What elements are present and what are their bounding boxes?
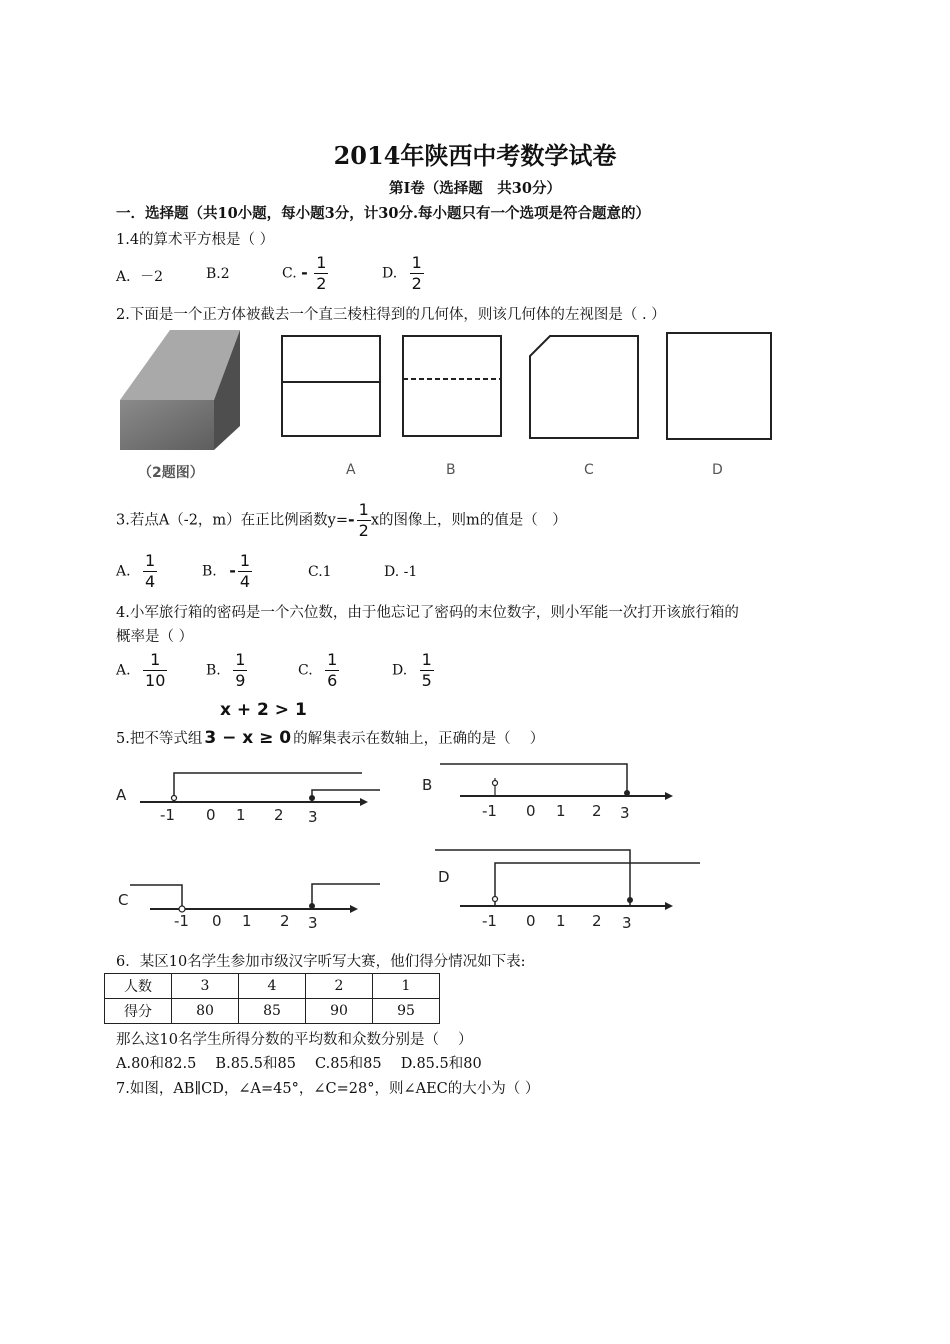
- q6-stem: 6．某区10名学生参加市级汉字听写大赛，他们得分情况如下表:: [116, 954, 526, 970]
- svg-text:3: 3: [308, 808, 318, 826]
- q6-question: 那么这10名学生所得分数的平均数和众数分别是（ ）: [116, 1032, 473, 1048]
- svg-text:1: 1: [556, 802, 566, 820]
- svg-text:-1: -1: [160, 806, 175, 824]
- svg-text:0: 0: [526, 912, 536, 930]
- svg-text:0: 0: [212, 912, 222, 930]
- table-cell: 2: [306, 974, 373, 999]
- q3-stem: [116, 500, 567, 541]
- fraction: $\frac{1}{5}$: [421, 650, 432, 690]
- score-table: [104, 973, 440, 1024]
- q2-label-a: A: [346, 462, 356, 478]
- q3-option-a: A. $\frac{1}{4}$: [116, 551, 156, 591]
- q2-figure-caption: （2题图）: [138, 465, 204, 481]
- minus-sign: -: [348, 509, 355, 529]
- svg-text:0: 0: [206, 806, 216, 824]
- view-d: [667, 333, 771, 439]
- fraction: $\frac{1}{10}$: [145, 650, 166, 690]
- option-label-a: A: [116, 786, 127, 804]
- q3-option-d: D. -1: [384, 564, 418, 580]
- table-row: [105, 974, 440, 999]
- table-cell: 90: [306, 999, 373, 1024]
- svg-text:3: 3: [620, 804, 630, 822]
- svg-text:-1: -1: [174, 912, 189, 930]
- table-cell: 4: [239, 974, 306, 999]
- q3-text-before: 3.若点A（-2，m）在正比例函数y=: [116, 512, 349, 529]
- q6-options: A.80和82.5 B.85.5和85 C.85和85 D.85.5和80: [116, 1056, 482, 1072]
- fraction: $\frac{1}{4}$: [239, 551, 251, 591]
- svg-text:3: 3: [622, 914, 632, 932]
- svg-text:2: 2: [592, 912, 602, 930]
- option-label: D.: [382, 265, 398, 282]
- option-label-c: C: [118, 891, 129, 909]
- q4-option-c: C. $\frac{1}{6}$: [298, 650, 338, 690]
- q3-option-c: C.1: [308, 564, 332, 580]
- fraction: $\frac{1}{9}$: [235, 650, 246, 690]
- svg-text:1: 1: [242, 912, 252, 930]
- svg-text:2: 2: [280, 912, 290, 930]
- q4-stem-line1: 4.小军旅行箱的密码是一个六位数，由于他忘记了密码的末位数字，则小军能一次打开该旅行箱的: [116, 605, 739, 621]
- svg-text:-1: -1: [482, 802, 497, 820]
- svg-text:1: 1: [236, 806, 246, 824]
- q1-stem: 1.4的算术平方根是（ ）: [116, 232, 275, 248]
- number-line-a: [116, 773, 380, 826]
- q1-option-c: [282, 253, 328, 294]
- svg-text:-1: -1: [482, 912, 497, 930]
- fraction: $\frac{1}{4}$: [145, 551, 156, 591]
- q1-option-d: [382, 253, 424, 294]
- table-cell: 人数: [105, 974, 172, 999]
- option-label: C.: [282, 265, 297, 282]
- q1-option-b: B.2: [206, 266, 230, 282]
- q3-text-after: x的图像上，则m的值是（ ）: [370, 512, 567, 529]
- number-line-b: [422, 764, 673, 822]
- q5-inequality-2: 3 − x ≥ 0: [204, 728, 292, 748]
- fraction: $\frac{1}{2}$: [411, 253, 422, 293]
- fraction: $\frac{1}{2}$: [316, 253, 327, 293]
- option-label-b: B: [422, 776, 433, 794]
- table-cell: 得分: [105, 999, 172, 1024]
- q5-prefix: 5.把不等式组: [116, 731, 203, 747]
- table-row: [105, 999, 440, 1024]
- q5-inequality-1: x + 2 > 1: [220, 700, 307, 720]
- q4-option-a: A. $\frac{1}{10}$: [116, 650, 166, 690]
- table-cell: 95: [373, 999, 440, 1024]
- fraction: $\frac{1}{6}$: [327, 650, 338, 690]
- fraction: $\frac{1}{2}$: [358, 500, 369, 540]
- q1-option-a: A．－2: [116, 269, 164, 285]
- svg-text:3: 3: [308, 914, 318, 932]
- minus-sign: -: [301, 262, 308, 282]
- view-c: [530, 336, 638, 438]
- svg-text:2: 2: [274, 806, 284, 824]
- number-line-c: [118, 884, 380, 932]
- view-b: [403, 336, 501, 436]
- part-heading: 第Ⅰ卷（选择题 共30分）: [389, 180, 561, 197]
- table-cell: 1: [373, 974, 440, 999]
- q5-stem: [116, 727, 544, 748]
- svg-text:1: 1: [556, 912, 566, 930]
- solid-figure: [120, 330, 240, 450]
- q4-option-b: B. $\frac{1}{9}$: [206, 650, 246, 690]
- q2-label-c: C: [584, 462, 594, 478]
- table-cell: 3: [172, 974, 239, 999]
- q4-option-d: D. $\frac{1}{5}$: [392, 650, 432, 690]
- q7-stem: 7.如图，AB∥CD，∠A=45°，∠C=28°，则∠AEC的大小为（ ）: [116, 1081, 540, 1097]
- section-heading: 一．选择题（共10小题，每小题3分，计30分.每小题只有一个选项是符合题意的）: [116, 205, 650, 222]
- table-cell: 85: [239, 999, 306, 1024]
- table-cell: 80: [172, 999, 239, 1024]
- page-title: 2014年陕西中考数学试卷: [333, 141, 617, 170]
- q2-label-d: D: [712, 462, 723, 478]
- q4-stem-line2: 概率是（ ）: [116, 629, 194, 645]
- view-a: [282, 336, 380, 436]
- number-line-d: [435, 850, 700, 932]
- q2-label-b: B: [446, 462, 456, 478]
- option-label-d: D: [438, 868, 450, 886]
- svg-text:2: 2: [592, 802, 602, 820]
- q5-number-lines: [110, 760, 710, 940]
- q2-stem: 2.下面是一个正方体被截去一个直三棱柱得到的几何体，则该几何体的左视图是（ . ）: [116, 307, 666, 323]
- svg-text:0: 0: [526, 802, 536, 820]
- q5-suffix: 的解集表示在数轴上，正确的是（ ）: [293, 731, 545, 747]
- q3-option-b: B. - $\frac{1}{4}$: [202, 551, 251, 591]
